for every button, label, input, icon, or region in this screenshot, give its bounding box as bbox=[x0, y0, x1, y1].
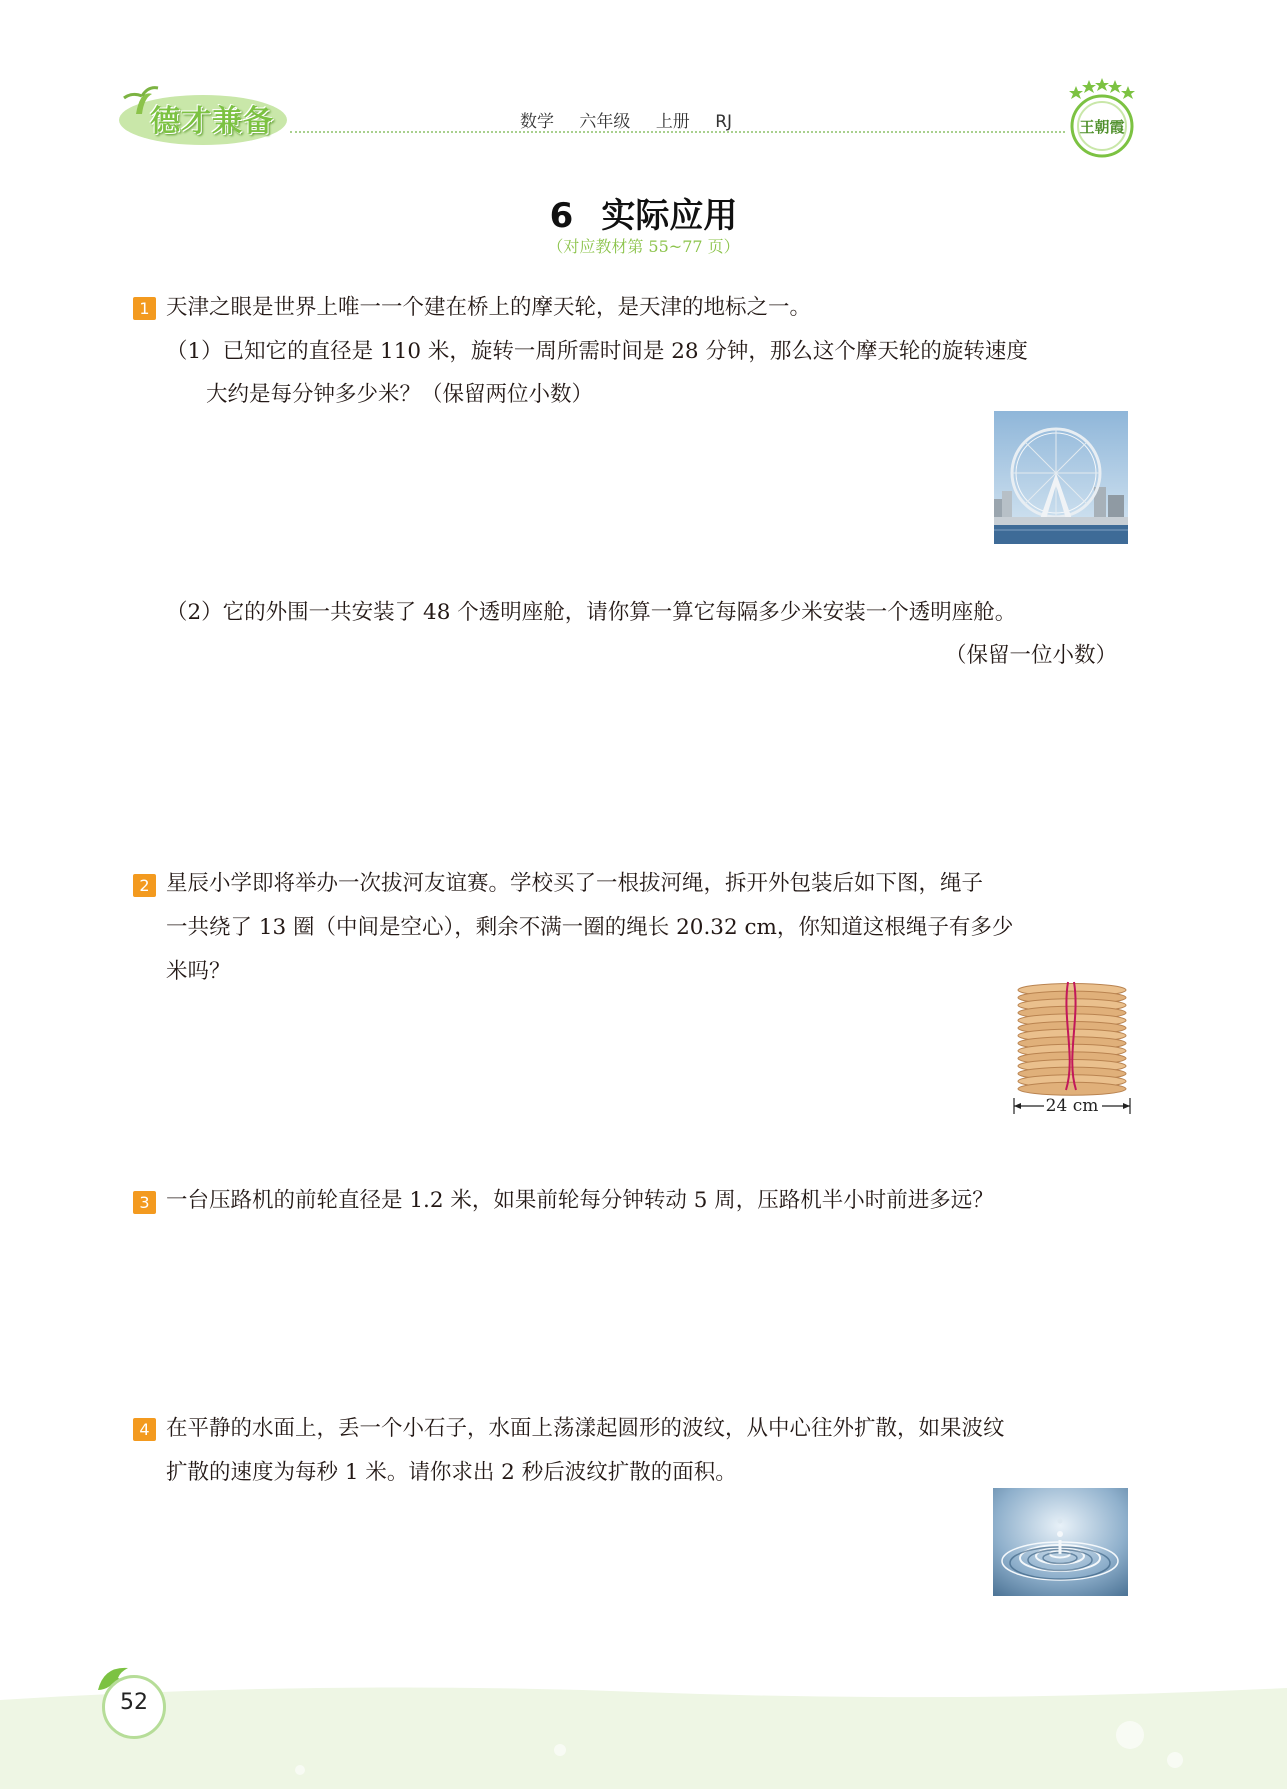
question-4-line-2: 扩散的速度为每秒 1 米。请你求出 2 秒后波纹扩散的面积。 bbox=[166, 1460, 737, 1485]
water-ripple-photo bbox=[993, 1488, 1128, 1596]
ferris-wheel-photo bbox=[994, 411, 1128, 544]
question-1-part-2-line-1: （2）它的外围一共安装了 48 个透明座舱，请你算一算它每隔多少米安装一个透明座舱。 bbox=[166, 600, 1017, 625]
question-4-line-1: 在平静的水面上，丢一个小石子，水面上荡漾起圆形的波纹，从中心往外扩散，如果波纹 bbox=[166, 1416, 1005, 1441]
section-title-text: 实际应用 bbox=[601, 196, 738, 236]
question-number-2: 2 bbox=[133, 874, 156, 897]
rope-width-label: 24 cm bbox=[1045, 1096, 1099, 1116]
rope-coil bbox=[1018, 1082, 1126, 1095]
logo-text: 德才兼备 bbox=[150, 104, 274, 139]
water-ripple-illustration bbox=[993, 1488, 1128, 1596]
section-number: 6 bbox=[549, 196, 574, 236]
subject-label: 数学 bbox=[520, 112, 554, 132]
question-number-1: 1 bbox=[133, 297, 156, 320]
rope-coil-figure bbox=[1010, 978, 1134, 1120]
question-number-4: 4 bbox=[133, 1418, 156, 1441]
volume-label: 上册 bbox=[655, 112, 690, 132]
ferris-wheel-illustration bbox=[994, 411, 1128, 544]
textbook-reference: （对应教材第 55~77 页） bbox=[547, 237, 740, 256]
question-1-stem: 天津之眼是世界上唯一一个建在桥上的摩天轮，是天津的地标之一。 bbox=[166, 295, 812, 320]
section-title bbox=[0, 188, 1287, 237]
header-meta bbox=[520, 107, 752, 132]
question-1-part-1-line-2: 大约是每分钟多少米？（保留两位小数） bbox=[206, 382, 594, 407]
svg-text:王朝霞: 王朝霞 bbox=[1079, 118, 1125, 136]
publisher-seal bbox=[1062, 76, 1142, 162]
edition-label: RJ bbox=[715, 112, 733, 132]
question-3-line-1: 一台压路机的前轮直径是 1.2 米，如果前轮每分钟转动 5 周，压路机半小时前进多远？ bbox=[166, 1188, 994, 1213]
grade-label: 六年级 bbox=[579, 112, 631, 132]
question-1-part-2-line-2: （保留一位小数） bbox=[945, 643, 1118, 668]
question-2-line-2: 一共绕了 13 圈（中间是空心），剩余不满一圈的绳长 20.32 cm，你知道这根绳子有多少 bbox=[166, 915, 1014, 940]
question-number-3: 3 bbox=[133, 1191, 156, 1214]
question-1-part-1-line-1: （1）已知它的直径是 110 米，旋转一周所需时间是 28 分钟，那么这个摩天轮的旋转速度 bbox=[166, 339, 1028, 364]
question-2-line-3: 米吗？ bbox=[166, 959, 231, 984]
footer-decoration bbox=[0, 1680, 1287, 1789]
page-number: 52 bbox=[120, 1690, 148, 1715]
question-2-line-1: 星辰小学即将举办一次拔河友谊赛。学校买了一根拔河绳，拆开外包装后如下图，绳子 bbox=[166, 871, 984, 896]
